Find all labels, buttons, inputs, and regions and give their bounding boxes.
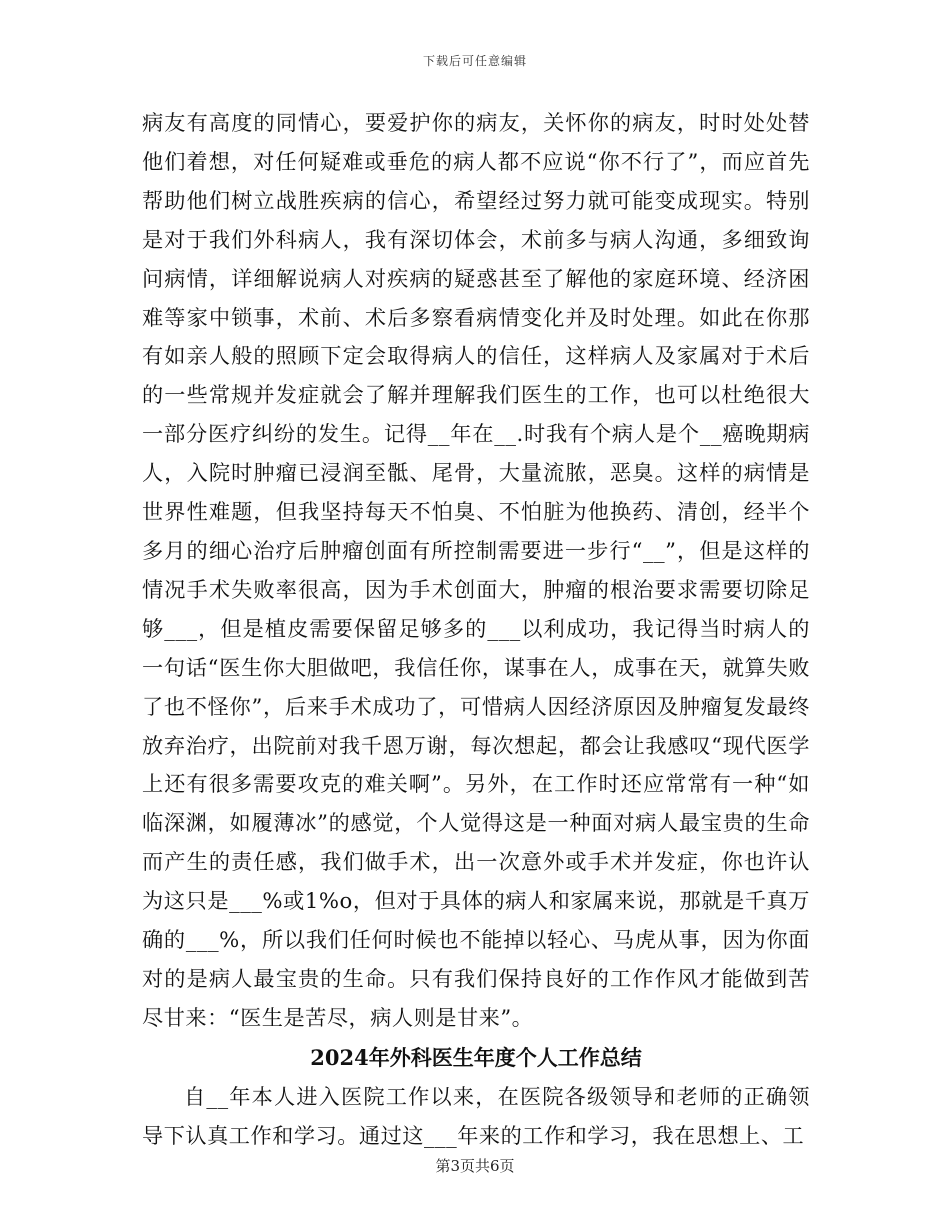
body-paragraph: 自__年本人进入医院工作以来，在医院各级领导和老师的正确领导下认真工作和学习。通过这___年来的工作和学习，我在思想上、工 [142,1083,810,1148]
document-body [142,104,810,1156]
page-number: 第3页共6页 [435,1157,515,1175]
body-paragraph: 病友有高度的同情心，要爱护你的病友，关怀你的病友，时时处处替他们着想，对任何疑难或垂危的病人都不应说“你不行了”，而应首先帮助他们树立战胜疾病的信心，希望经过努力就可能变成现实。特别是对于我们外科病人，我有深切体会，术前多与病人沟通，多细致询问病情，详细解说病人对疾病的疑惑甚至了解他的家庭环境、经济困难等家中锁事，术前、术后多察看病情变化并及时处理。如此在你那有如亲人般的照顾下定会取得病人的信任，这样病人及家属对于术后的一些常规并发症就会了解并理解我们医生的工作，也可以杜绝很大一部分医疗纠纷的发生。记得__年在__.时我有个病人是个__癌晚期病人，入院时肿瘤已浸润至骶、尾骨，大量流脓，恶臭。这样的病情是世界性难题，但我坚持每天不怕臭、不怕脏为他换药、清创，经半个多月的细心治疗后肿瘤创面有所控制需要进一步行“__”，但是这样的情况手术失败率很高，因为手术创面大，肿瘤的根治要求需要切除足够___，但是植皮需要保留足够多的___以利成功，我记得当时病人的一句话“医生你大胆做吧，我信任你，谋事在人，成事在天，就算失败了也不怪你”，后来手术成功了，可惜病人因经济原因及肿瘤复发最终放弃治疗，出院前对我千恩万谢，每次想起，都会让我感叹“现代医学上还有很多需要攻克的难关啊”。另外，在工作时还应常常有一种“如临深渊，如履薄冰”的感觉，个人觉得这是一种面对病人最宝贵的生命而产生的责任感，我们做手术，出一次意外或手术并发症，你也许认为这只是___%或1%o，但对于具体的病人和家属来说，那就是千真万确的___%，所以我们任何时候也不能掉以轻心、马虎从事，因为你面对的是病人最宝贵的生命。只有我们保持良好的工作作风才能做到苦尽甘来：“医生是苦尽，病人则是甘来”。 [142,110,810,1030]
page-header: 下载后可任意编辑 [422,54,527,68]
section-title: 2024年外科医生年度个人工作总结 [310,1044,642,1070]
